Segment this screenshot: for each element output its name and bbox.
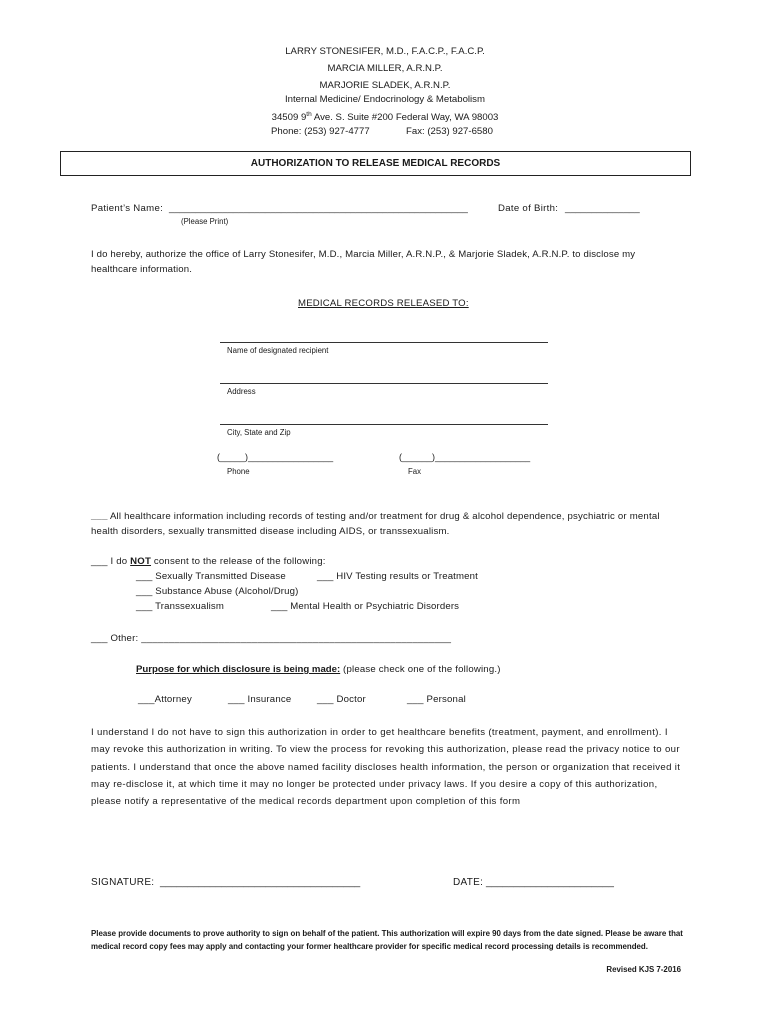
other-field[interactable]: ________________________________________________________ <box>141 633 452 644</box>
dob-label: Date of Birth: <box>498 203 559 214</box>
dob-field[interactable]: ______________ <box>565 203 640 214</box>
practice-specialty: Internal Medicine/ Endocrinology & Metabolism <box>285 94 485 105</box>
doctor-name-stonesifer: LARRY STONESIFER, M.D., F.A.C.P., F.A.C.P. <box>285 46 485 57</box>
recipient-address-line[interactable] <box>220 383 548 384</box>
not-emphasis: NOT <box>130 556 152 567</box>
patient-name-field[interactable]: ________________________________________________________ <box>169 203 468 214</box>
understanding-statement: I understand I do not have to sign this authorization in order to get healthcare benefits (treatment, payment, and enrollment). I may revoke this authorization in writing. To view the process for revoking this authorization, please read the privacy notice to our patients. I understand that once the above named facility discloses health information, the person or organization that received it may re-disclose it, at which time it may no longer be protected under privacy laws. If you desire a copy of this authorization, please notify a representative of the medical records department upon completion of this form <box>91 727 681 808</box>
practice-fax: Fax: (253) 927-6580 <box>406 126 493 137</box>
recipient-address-label: Address <box>227 387 256 396</box>
authorization-statement: I do hereby, authorize the office of Larry Stonesifer, M.D., Marcia Miller, A.R.N.P., & Marjorie Sladek, A.R.N.P. to disclose my healthcare information. <box>91 249 636 275</box>
recipient-fax-label: Fax <box>408 467 421 476</box>
purpose-attorney[interactable]: ___Attorney <box>138 694 192 705</box>
doctor-name-sladek: MARJORIE SLADEK, A.R.N.P. <box>319 80 451 91</box>
practice-address <box>0 107 770 126</box>
all-info-option <box>91 509 681 539</box>
purpose-doctor[interactable]: ___ Doctor <box>317 694 366 705</box>
option-mental-health[interactable]: ___ Mental Health or Psychiatric Disorders <box>271 601 460 612</box>
recipient-name-line[interactable] <box>220 342 548 343</box>
option-std[interactable]: ___ Sexually Transmitted Disease <box>136 571 286 582</box>
not-consent-pre: I do <box>107 556 131 567</box>
address-street-number: 34509 9 <box>271 112 307 124</box>
recipient-city-label: City, State and Zip <box>227 428 291 437</box>
please-print-note: (Please Print) <box>181 217 229 226</box>
practice-phone: Phone: (253) 927-4777 <box>271 126 370 137</box>
option-hiv[interactable]: ___ HIV Testing results or Treatment <box>317 571 478 582</box>
not-consent-post: consent to the release of the following: <box>151 556 326 567</box>
address-rest: Ave. S. Suite #200 Federal Way, WA 98003 <box>311 112 499 124</box>
doctor-name-miller: MARCIA MILLER, A.R.N.P. <box>327 63 443 74</box>
option-substance-abuse[interactable]: ___ Substance Abuse (Alcohol/Drug) <box>136 586 299 597</box>
patient-name-label: Patient’s Name: <box>91 203 164 214</box>
purpose-label: Purpose for which disclosure is being made: <box>136 664 341 675</box>
not-consent-line <box>91 556 326 567</box>
not-consent-checkbox-blank[interactable]: ___ <box>91 556 108 567</box>
purpose-insurance[interactable]: ___ Insurance <box>228 694 292 705</box>
form-title: AUTHORIZATION TO RELEASE MEDICAL RECORDS <box>60 151 691 176</box>
address-ordinal-suffix: th <box>306 111 312 118</box>
footer-notice: Please provide documents to prove authority to sign on behalf of the patient. This authorization will expire 90 days from the date signed. Please be aware that medical record copy fees may apply and contacting your former healthcare provider for specific medical record processing details is recommended. <box>91 929 683 951</box>
recipient-phone-label: Phone <box>227 467 250 476</box>
purpose-note: (please check one of the following.) <box>340 664 501 675</box>
recipient-city-line[interactable] <box>220 424 548 425</box>
purpose-personal[interactable]: ___ Personal <box>407 694 466 705</box>
option-transsexualism[interactable]: ___ Transsexualism <box>136 601 225 612</box>
signature-field[interactable]: ____________________________________ <box>160 877 361 888</box>
date-field[interactable]: _______________________ <box>486 877 614 888</box>
recipient-name-label: Name of designated recipient <box>227 346 329 355</box>
all-info-text: All healthcare information including records of testing and/or treatment for drug & alcohol dependence, psychiatric or mental health disorders, sexually transmitted disease including AIDS, or transsexualism. <box>91 511 660 537</box>
recipient-phone-field[interactable]: (_____)_________________ <box>217 452 334 462</box>
other-line <box>91 633 451 644</box>
revision-label: Revised KJS 7-2016 <box>606 965 681 974</box>
date-label: DATE: <box>453 877 484 888</box>
recipient-fax-field[interactable]: (______)___________________ <box>399 452 531 462</box>
signature-label: SIGNATURE: <box>91 877 155 888</box>
other-label: ___ Other: <box>91 633 142 644</box>
purpose-line <box>136 664 501 675</box>
released-to-heading: MEDICAL RECORDS RELEASED TO: <box>298 298 469 309</box>
all-info-checkbox-blank[interactable]: ___ <box>91 511 108 522</box>
